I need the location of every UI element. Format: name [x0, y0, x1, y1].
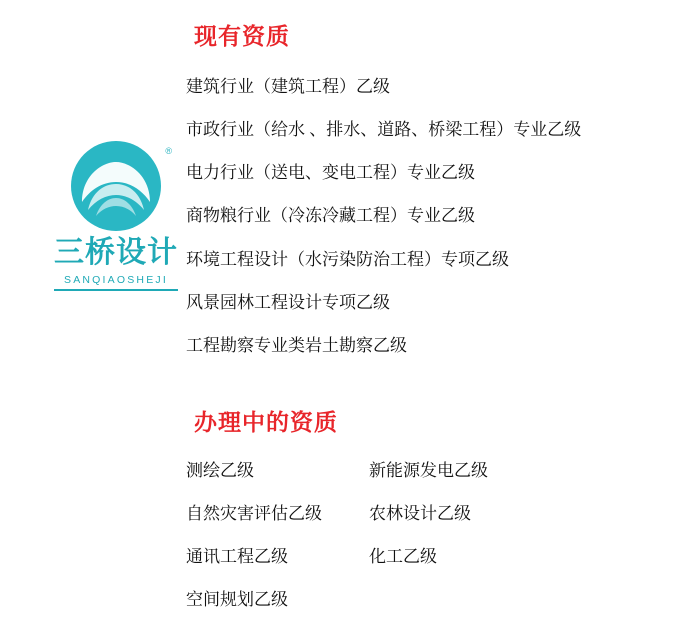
- list-item: 风景园林工程设计专项乙级: [186, 292, 390, 312]
- logo-company-name: 三桥设计: [54, 235, 178, 270]
- list-item: 自然灾害评估乙级: [186, 503, 322, 523]
- list-item: 新能源发电乙级: [369, 460, 488, 480]
- wave-mark-icon: [58, 140, 174, 232]
- list-item: 农林设计乙级: [369, 503, 471, 523]
- list-item: 化工乙级: [369, 547, 437, 567]
- list-item: 建筑行业（建筑工程）乙级: [186, 76, 390, 96]
- list-item: 通讯工程乙级: [186, 547, 288, 567]
- list-item: 环境工程设计（水污染防治工程）专项乙级: [186, 249, 509, 269]
- list-item: 商物粮行业（冷冻冷藏工程）专业乙级: [186, 206, 475, 226]
- existing-qualifications-title: 现有资质: [194, 24, 290, 50]
- processing-qualifications-title: 办理中的资质: [194, 410, 338, 436]
- company-logo: [48, 140, 184, 325]
- list-item: 市政行业（给水 、排水、道路、桥梁工程）专业乙级: [186, 119, 582, 139]
- existing-qualifications-list: [186, 76, 676, 357]
- registered-trademark-icon: ®: [165, 146, 172, 156]
- logo-pinyin: SANQIAOSHEJI: [63, 274, 168, 286]
- list-item: 电力行业（送电、变电工程）专业乙级: [186, 163, 475, 183]
- list-item: 工程勘察专业类岩土勘察乙级: [186, 336, 407, 356]
- logo-underline: [54, 289, 178, 291]
- existing-qualifications-section: [186, 24, 676, 356]
- processing-qualifications-section: [186, 410, 666, 611]
- processing-qualifications-grid: [186, 460, 666, 611]
- list-item: 空间规划乙级: [186, 590, 288, 610]
- list-item: 测绘乙级: [186, 460, 254, 480]
